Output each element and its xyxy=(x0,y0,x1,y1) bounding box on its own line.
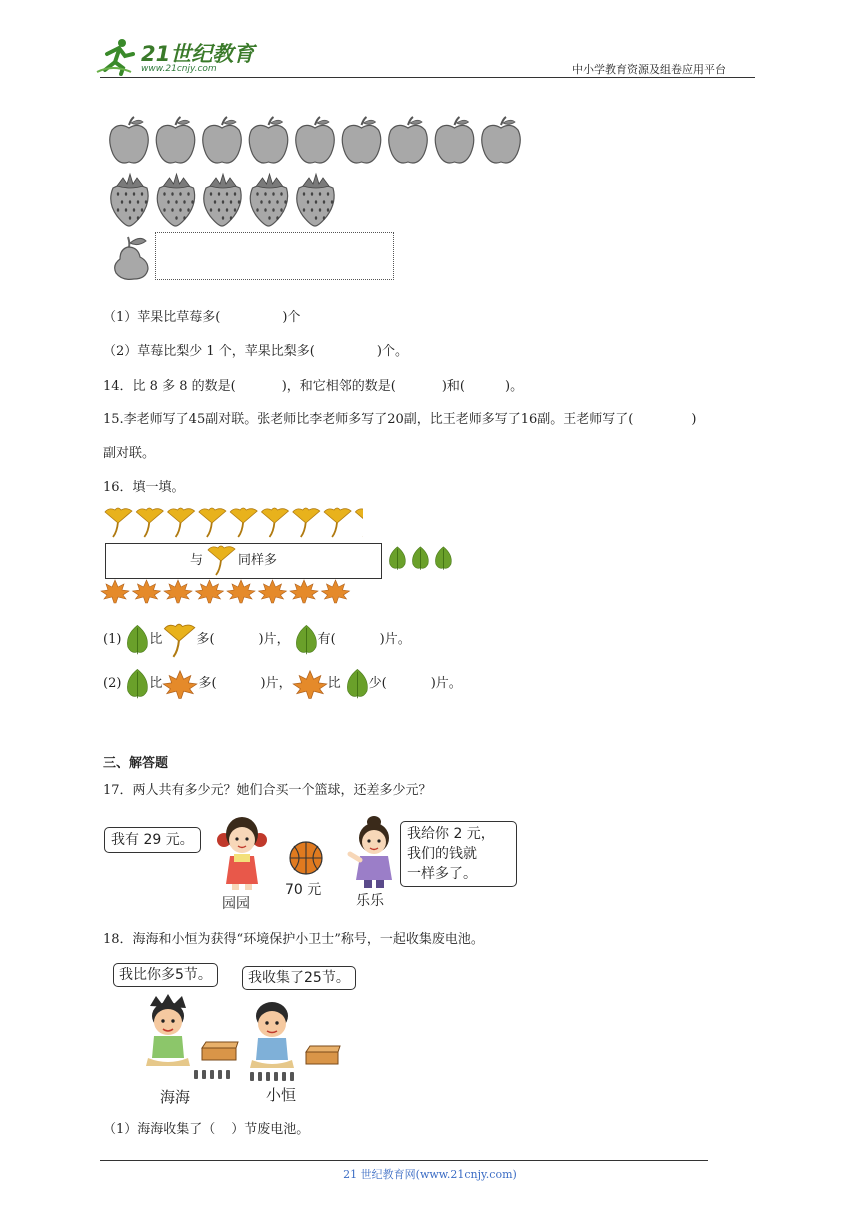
ginkgo-icon xyxy=(105,508,132,537)
green-leaf-icon xyxy=(435,547,451,570)
speech-bubble-left: 我有 29 元。 xyxy=(104,827,201,853)
strawberry-icon xyxy=(111,174,148,226)
apple-icon xyxy=(482,117,521,163)
speech-bubble-xiaoheng: 我收集了25节。 xyxy=(242,966,356,990)
speech-bubble-haihai: 我比你多5节。 xyxy=(113,963,218,987)
green-leaf-row xyxy=(386,545,458,571)
ginkgo-icon xyxy=(199,508,226,537)
ginkgo-icon xyxy=(168,508,195,537)
apple-icon xyxy=(389,117,428,163)
footer-divider xyxy=(100,1160,708,1161)
basketball-price: 70 元 xyxy=(285,882,322,898)
box-prefix: 与 xyxy=(190,553,204,568)
question-14: 14．比 8 多 8 的数是( )，和它相邻的数是( )和( )。 xyxy=(103,379,524,394)
question-16-title: 16．填一填。 xyxy=(103,480,185,495)
maple-leaf-icon xyxy=(164,580,192,603)
strawberry-icon xyxy=(204,174,241,226)
apple-icon xyxy=(249,117,288,163)
logo-text: 21世纪教育 xyxy=(141,42,255,66)
platform-title: 中小学教育资源及组卷应用平台 xyxy=(572,63,726,76)
ginkgo-icon xyxy=(293,508,320,537)
maple-leaf-icon xyxy=(101,580,129,603)
name-yuanyuan: 园园 xyxy=(222,896,250,912)
green-leaf-icon xyxy=(121,623,149,657)
pear-icon xyxy=(108,233,154,281)
ginkgo-icon xyxy=(162,622,196,658)
apple-row xyxy=(107,116,527,168)
basketball-icon xyxy=(288,840,324,876)
maple-leaf-icon xyxy=(162,668,198,700)
green-leaf-icon xyxy=(290,623,318,657)
name-lele: 乐乐 xyxy=(356,893,384,909)
question-15-line2: 副对联。 xyxy=(103,446,156,461)
maple-leaf-icon xyxy=(133,580,161,603)
apple-icon xyxy=(110,117,149,163)
footer-text: 21 世纪教育网(www.21cnjy.com) xyxy=(343,1168,517,1181)
strawberry-icon xyxy=(297,174,334,226)
strawberry-icon xyxy=(250,174,287,226)
fruit-q1: （1）苹果比草莓多( )个 xyxy=(103,310,301,325)
maple-leaf-icon xyxy=(292,668,328,700)
site-logo xyxy=(95,36,265,76)
header-divider xyxy=(100,77,755,78)
green-leaf-icon xyxy=(389,547,405,570)
fruit-q2: （2）草莓比梨少 1 个，苹果比梨多( )个。 xyxy=(103,344,408,359)
ginkgo-row xyxy=(103,506,363,542)
maple-leaf-icon xyxy=(290,580,318,603)
apple-icon xyxy=(435,117,474,163)
answer-dotted-box[interactable] xyxy=(155,232,394,280)
q18-part1: （1）海海收集了（ ）节废电池。 xyxy=(103,1122,310,1137)
maple-leaf-icon xyxy=(227,580,255,603)
ginkgo-icon xyxy=(230,508,257,537)
ginkgo-icon xyxy=(206,544,236,576)
girl-yuanyuan-illustration xyxy=(214,812,270,892)
maple-leaf-row xyxy=(100,578,356,608)
strawberry-row xyxy=(107,172,347,228)
maple-leaf-icon xyxy=(259,580,287,603)
girl-lele-illustration xyxy=(346,814,402,890)
name-xiaoheng: 小恒 xyxy=(266,1086,297,1104)
question-18: 18．海海和小恒为获得“环境保护小卫士”称号，一起收集废电池。 xyxy=(103,932,484,947)
apple-icon xyxy=(296,117,335,163)
boy-haihai-illustration xyxy=(140,992,240,1082)
strawberry-icon xyxy=(157,174,194,226)
question-15: 15.李老师写了45副对联。张老师比李老师多写了20副，比王老师多写了16副。王老师写了( ) xyxy=(103,412,697,427)
apple-icon xyxy=(156,117,195,163)
ginkgo-icon xyxy=(136,508,163,537)
q16-part1: (1) 比 多( )片， 有( )片。 xyxy=(103,622,411,658)
speech-bubble-right: 我给你 2 元， 我们的钱就 一样多了。 xyxy=(400,821,517,887)
ginkgo-icon xyxy=(324,508,351,537)
green-leaf-icon xyxy=(412,547,428,570)
apple-icon xyxy=(203,117,242,163)
apple-icon xyxy=(342,117,381,163)
green-leaf-icon xyxy=(121,667,149,701)
question-17: 17．两人共有多少元？她们合买一个篮球，还差多少元？ xyxy=(103,783,432,798)
box-suffix: 同样多 xyxy=(238,553,278,568)
maple-leaf-icon xyxy=(196,580,224,603)
runner-logo-icon xyxy=(95,36,135,76)
ginkgo-icon xyxy=(355,508,363,537)
ginkgo-icon xyxy=(262,508,289,537)
logo-url: www.21cnjy.com xyxy=(141,64,217,74)
maple-leaf-icon xyxy=(322,580,350,603)
name-haihai: 海海 xyxy=(160,1088,191,1106)
boy-xiaoheng-illustration xyxy=(244,994,344,1082)
green-leaf-icon xyxy=(341,667,369,701)
q16-part2: (2) 比 多( )片， 比 少( )片。 xyxy=(103,666,462,702)
section-title: 三、解答题 xyxy=(103,756,169,771)
